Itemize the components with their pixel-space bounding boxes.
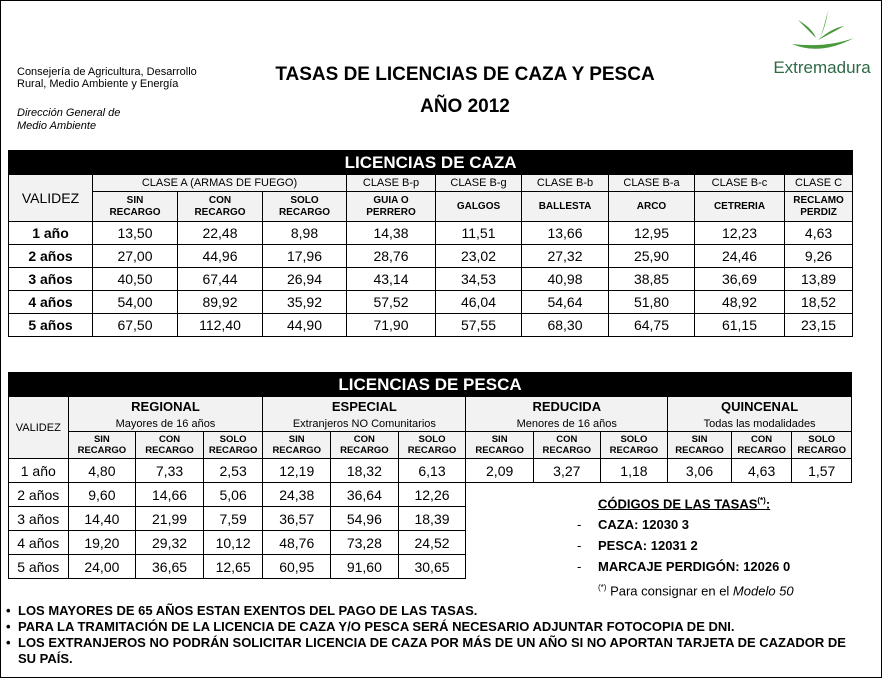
subtype-header bbox=[347, 192, 436, 222]
fee-cell: 19,20 bbox=[68, 531, 136, 555]
fee-cell: 8,98 bbox=[263, 222, 347, 245]
fee-codes-title-text: CÓDIGOS DE LAS TASAS bbox=[598, 496, 758, 512]
fee-cell: 89,92 bbox=[178, 291, 263, 314]
fee-cell: 1,18 bbox=[600, 459, 668, 483]
fee-cell: 24,52 bbox=[398, 531, 466, 555]
subtype-header-line: RECARGO bbox=[609, 445, 659, 456]
fee-cell: 18,52 bbox=[785, 291, 853, 314]
fee-cell: 44,90 bbox=[263, 314, 347, 337]
bullet-icon: • bbox=[6, 619, 11, 634]
subtype-header-line: RECARGO bbox=[407, 445, 457, 456]
fee-cell: 2,53 bbox=[203, 459, 263, 483]
fee-cell: 67,44 bbox=[178, 268, 263, 291]
notes-list bbox=[6, 603, 866, 667]
fee-cell: 24,00 bbox=[68, 555, 136, 579]
fee-code-text: MARCAJE PERDIGÓN: 12026 0 bbox=[598, 559, 791, 575]
logo-wordmark: Extremadura bbox=[773, 58, 871, 77]
class-header: CLASE B-a bbox=[609, 175, 695, 192]
license-group-subtitle: Todas las modalidades bbox=[668, 416, 852, 432]
validity-label: 2 años bbox=[9, 245, 93, 268]
table-row bbox=[9, 245, 853, 268]
fee-cell: 17,96 bbox=[263, 245, 347, 268]
note-text: LOS MAYORES DE 65 AÑOS ESTAN EXENTOS DEL PAGO DE LAS TASAS. bbox=[18, 603, 478, 618]
fee-cell: 48,92 bbox=[695, 291, 785, 314]
subtype-header-line: ARCO bbox=[636, 200, 667, 212]
subtype-header bbox=[93, 192, 178, 222]
fee-cell: 12,26 bbox=[398, 483, 466, 507]
subtype-header bbox=[436, 192, 522, 222]
subtype-header-line: SIN bbox=[691, 434, 708, 445]
fee-cell: 10,12 bbox=[203, 531, 263, 555]
fee-cell: 24,38 bbox=[263, 483, 331, 507]
fee-cell: 30,65 bbox=[398, 555, 466, 579]
license-group-name: QUINCENAL bbox=[668, 397, 852, 417]
department-line-2: Rural, Medio Ambiente y Energía bbox=[17, 78, 179, 90]
fee-cell: 34,53 bbox=[436, 268, 522, 291]
fee-cell: 64,75 bbox=[609, 314, 695, 337]
license-group-subtitle: Extranjeros NO Comunitarios bbox=[263, 416, 466, 432]
fee-cell: 9,26 bbox=[785, 245, 853, 268]
fee-cell: 18,39 bbox=[398, 507, 466, 531]
fee-cell: 7,59 bbox=[203, 507, 263, 531]
table-row bbox=[9, 314, 853, 337]
directorate-name bbox=[17, 107, 120, 133]
subtype-header-line: RECARGO bbox=[675, 445, 724, 456]
subtype-header bbox=[792, 432, 852, 459]
fee-cell: 112,40 bbox=[178, 314, 263, 337]
subtype-header-line: RECARGO bbox=[797, 445, 846, 456]
subtype-header bbox=[263, 432, 331, 459]
fee-cell: 57,55 bbox=[436, 314, 522, 337]
table-row bbox=[9, 459, 852, 483]
fee-cell: 9,60 bbox=[68, 483, 136, 507]
subtype-header bbox=[600, 432, 668, 459]
note-item bbox=[6, 603, 866, 619]
directorate-line-2: Medio Ambiente bbox=[17, 120, 97, 132]
class-header: CLASE A (ARMAS DE FUEGO) bbox=[93, 175, 347, 192]
subtype-header-line: RECARGO bbox=[272, 445, 321, 456]
document-title: TASAS DE LICENCIAS DE CAZA Y PESCA bbox=[275, 64, 655, 85]
validity-label: 5 años bbox=[9, 314, 93, 337]
fee-codes-footnote bbox=[572, 577, 862, 601]
department-name bbox=[17, 66, 197, 90]
subtype-header bbox=[668, 432, 732, 459]
fee-cell: 54,96 bbox=[331, 507, 399, 531]
class-header: CLASE C bbox=[785, 175, 853, 192]
subtype-header bbox=[178, 192, 263, 222]
fee-cell: 12,23 bbox=[695, 222, 785, 245]
fee-cell: 14,38 bbox=[347, 222, 436, 245]
subtype-header-line: SIN bbox=[288, 434, 305, 445]
fee-cell: 28,76 bbox=[347, 245, 436, 268]
fee-cell: 51,80 bbox=[609, 291, 695, 314]
fee-cell: 25,90 bbox=[609, 245, 695, 268]
subtype-header-line: SOLO bbox=[620, 434, 648, 445]
fee-cell: 2,09 bbox=[466, 459, 534, 483]
fee-cell: 48,76 bbox=[263, 531, 331, 555]
fee-cell: 91,60 bbox=[331, 555, 399, 579]
fee-cell: 23,02 bbox=[436, 245, 522, 268]
fee-cell: 36,69 bbox=[695, 268, 785, 291]
fee-cell: 21,99 bbox=[136, 507, 204, 531]
fee-cell: 29,32 bbox=[136, 531, 204, 555]
fee-cell: 68,30 bbox=[522, 314, 609, 337]
fee-cell: 54,64 bbox=[522, 291, 609, 314]
subtype-header-line: RECARGO bbox=[475, 445, 524, 456]
validity-label: 5 años bbox=[9, 555, 69, 579]
fee-cell: 73,28 bbox=[331, 531, 399, 555]
footnote-mark: (*) bbox=[598, 583, 607, 593]
note-item bbox=[6, 635, 866, 667]
subtype-header bbox=[331, 432, 399, 459]
directorate-line-1: Dirección General de bbox=[17, 107, 121, 119]
subtype-header-line: SOLO bbox=[418, 434, 446, 445]
fee-cell: 22,48 bbox=[178, 222, 263, 245]
note-item bbox=[6, 619, 866, 635]
class-header: CLASE B-b bbox=[522, 175, 609, 192]
fee-cell: 27,00 bbox=[93, 245, 178, 268]
table-row bbox=[9, 222, 853, 245]
document-year: AÑO 2012 bbox=[420, 96, 510, 117]
subtype-header-line: CETRERIA bbox=[713, 200, 766, 212]
table-row bbox=[9, 268, 853, 291]
note-text: PARA LA TRAMITACIÓN DE LA LICENCIA DE CAZA Y/O PESCA SERÁ NECESARIO ADJUNTAR FOTOCOPIA DE DNI. bbox=[18, 619, 735, 634]
dash-marker: - bbox=[577, 538, 582, 554]
validity-label: 3 años bbox=[9, 507, 69, 531]
validity-label: 3 años bbox=[9, 268, 93, 291]
subtype-header-line: SOLO bbox=[808, 434, 836, 445]
validity-label: 1 año bbox=[9, 222, 93, 245]
subtype-header bbox=[398, 432, 466, 459]
fee-cell: 13,50 bbox=[93, 222, 178, 245]
fee-cell: 35,92 bbox=[263, 291, 347, 314]
subtype-header-line: SIN bbox=[93, 434, 110, 445]
bullet-icon: • bbox=[6, 603, 11, 618]
class-header: CLASE B-p bbox=[347, 175, 436, 192]
subtype-header-line: RECLAMO bbox=[793, 194, 844, 206]
subtype-header-line: SIN bbox=[126, 194, 144, 206]
dash-marker: - bbox=[577, 517, 582, 533]
fee-cell: 4,63 bbox=[731, 459, 792, 483]
fee-code-item bbox=[572, 514, 862, 535]
validity-label: 4 años bbox=[9, 291, 93, 314]
fee-cell: 36,57 bbox=[263, 507, 331, 531]
fee-cell: 13,66 bbox=[522, 222, 609, 245]
table-row bbox=[9, 291, 853, 314]
subtype-header bbox=[68, 432, 136, 459]
subtype-header bbox=[609, 192, 695, 222]
fee-cell: 6,13 bbox=[398, 459, 466, 483]
license-group-name: REGIONAL bbox=[68, 397, 263, 417]
fishing-banner: LICENCIAS DE PESCA bbox=[9, 373, 852, 397]
subtype-header bbox=[203, 432, 263, 459]
subtype-header bbox=[533, 432, 600, 459]
subtype-header-line: RECARGO bbox=[109, 206, 161, 218]
subtype-header-line: CON bbox=[556, 434, 578, 445]
dash-marker: - bbox=[577, 559, 582, 575]
subtype-header-line: RECARGO bbox=[194, 206, 246, 218]
fee-cell: 12,65 bbox=[203, 555, 263, 579]
fee-cell: 57,52 bbox=[347, 291, 436, 314]
subtype-header bbox=[695, 192, 785, 222]
fee-code-item bbox=[572, 535, 862, 556]
subtype-header bbox=[731, 432, 792, 459]
footnote-mark: (*) bbox=[757, 496, 766, 505]
subtype-header-line: RECARGO bbox=[737, 445, 786, 456]
subtype-header bbox=[522, 192, 609, 222]
fee-code-text: PESCA: 12031 2 bbox=[598, 538, 698, 554]
subtype-header-line: GALGOS bbox=[456, 200, 501, 212]
fee-cell: 61,15 bbox=[695, 314, 785, 337]
fee-cell: 5,06 bbox=[203, 483, 263, 507]
fee-cell: 71,90 bbox=[347, 314, 436, 337]
subtype-header-line: RECARGO bbox=[208, 445, 258, 456]
subtype-header-line: CON bbox=[751, 434, 773, 445]
license-group-name: ESPECIAL bbox=[263, 397, 466, 417]
fee-cell: 27,32 bbox=[522, 245, 609, 268]
subtype-header-line: CON bbox=[208, 194, 232, 206]
subtype-header-line: RECARGO bbox=[542, 445, 592, 456]
fee-cell: 11,51 bbox=[436, 222, 522, 245]
subtype-header-line: RECARGO bbox=[278, 206, 331, 218]
hunting-license-table bbox=[8, 150, 853, 337]
fee-cell: 36,65 bbox=[136, 555, 204, 579]
license-group-subtitle: Menores de 16 años bbox=[466, 416, 668, 432]
fee-cell: 12,95 bbox=[609, 222, 695, 245]
fee-cell: 18,32 bbox=[331, 459, 399, 483]
subtype-header bbox=[785, 192, 853, 222]
subtype-header-line: CON bbox=[353, 434, 375, 445]
subtype-header-line: RECARGO bbox=[340, 445, 389, 456]
validity-label: 2 años bbox=[9, 483, 69, 507]
validity-header: VALIDEZ bbox=[9, 397, 69, 459]
bullet-icon: • bbox=[6, 635, 11, 650]
fee-cell: 26,94 bbox=[263, 268, 347, 291]
fee-codes bbox=[572, 490, 862, 602]
footnote-model: Modelo 50 bbox=[732, 583, 794, 599]
fee-code-item bbox=[572, 556, 862, 577]
fee-code-text: CAZA: 12030 3 bbox=[598, 517, 690, 533]
footnote-text: Para consignar en el bbox=[606, 583, 733, 599]
fee-cell: 1,57 bbox=[792, 459, 852, 483]
bird-leaf-logo-icon bbox=[768, 8, 876, 58]
fee-cell: 60,95 bbox=[263, 555, 331, 579]
fee-cell: 38,85 bbox=[609, 268, 695, 291]
fee-cell: 67,50 bbox=[93, 314, 178, 337]
subtype-header-line: RECARGO bbox=[77, 445, 127, 456]
fee-cell: 14,40 bbox=[68, 507, 136, 531]
fee-cell: 4,80 bbox=[68, 459, 136, 483]
fee-cell: 14,66 bbox=[136, 483, 204, 507]
fee-cell: 4,63 bbox=[785, 222, 853, 245]
fee-cell: 40,50 bbox=[93, 268, 178, 291]
hunting-banner: LICENCIAS DE CAZA bbox=[9, 151, 853, 175]
extremadura-logo bbox=[768, 8, 876, 84]
fee-cell: 13,89 bbox=[785, 268, 853, 291]
subtype-header-line: PERRERO bbox=[366, 206, 416, 218]
subtype-header-line: SOLO bbox=[219, 434, 247, 445]
subtype-header-line: BALLESTA bbox=[538, 200, 592, 212]
fee-cell: 3,27 bbox=[533, 459, 600, 483]
subtype-header-line: SOLO bbox=[290, 194, 319, 206]
license-group-name: REDUCIDA bbox=[466, 397, 668, 417]
class-header: CLASE B-g bbox=[436, 175, 522, 192]
validity-label: 1 año bbox=[9, 459, 69, 483]
fee-cell: 36,64 bbox=[331, 483, 399, 507]
subtype-header bbox=[263, 192, 347, 222]
license-group-subtitle: Mayores de 16 años bbox=[68, 416, 263, 432]
validity-label: 4 años bbox=[9, 531, 69, 555]
fee-cell: 24,46 bbox=[695, 245, 785, 268]
subtype-header-line: PERDIZ bbox=[800, 206, 837, 218]
fee-cell: 23,15 bbox=[785, 314, 853, 337]
fee-cell: 40,98 bbox=[522, 268, 609, 291]
subtype-header bbox=[136, 432, 204, 459]
fee-cell: 54,00 bbox=[93, 291, 178, 314]
fee-cell: 43,14 bbox=[347, 268, 436, 291]
fee-codes-title bbox=[572, 490, 862, 514]
fee-cell: 44,96 bbox=[178, 245, 263, 268]
subtype-header-line: GUIA O bbox=[373, 194, 409, 206]
subtype-header-line: CON bbox=[158, 434, 181, 445]
fee-cell: 3,06 bbox=[668, 459, 732, 483]
note-text: LOS EXTRANJEROS NO PODRÁN SOLICITAR LICENCIA DE CAZA POR MÁS DE UN AÑO SI NO APORTAN TARJETA DE CAZADOR DE SU PAÍS. bbox=[18, 635, 846, 666]
subtype-header-line: RECARGO bbox=[145, 445, 194, 456]
department-line-1: Consejería de Agricultura, Desarrollo bbox=[17, 66, 197, 78]
fee-codes-title-colon: : bbox=[765, 496, 771, 512]
fee-cell: 46,04 bbox=[436, 291, 522, 314]
class-header: CLASE B-c bbox=[695, 175, 785, 192]
fee-cell: 12,19 bbox=[263, 459, 331, 483]
subtype-header-line: SIN bbox=[491, 434, 508, 445]
validity-header: VALIDEZ bbox=[9, 175, 93, 222]
subtype-header bbox=[466, 432, 534, 459]
fee-cell: 7,33 bbox=[136, 459, 204, 483]
